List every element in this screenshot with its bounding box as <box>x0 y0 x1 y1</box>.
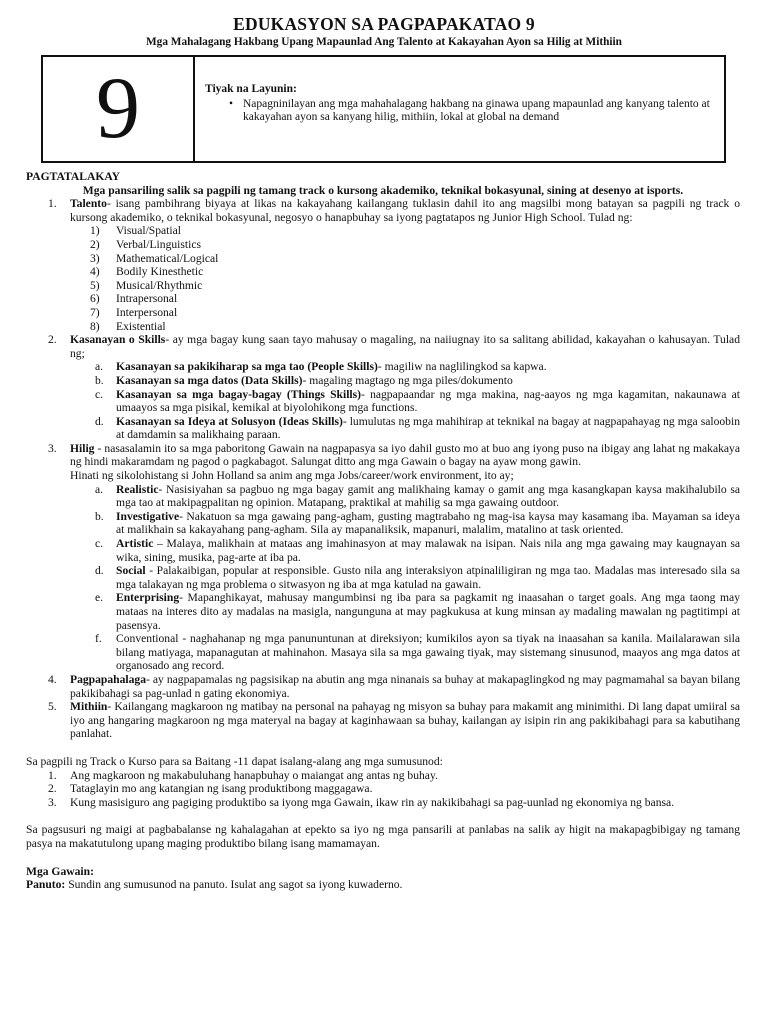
sub-item <box>26 238 740 252</box>
baitang-item <box>26 782 740 796</box>
sub-item <box>26 292 740 306</box>
section-label: PAGTATALAKAY <box>26 170 121 183</box>
sub-text: - Mapanghikayat, mahusay mangumbinsi ng iba para sa pagkamit ng inaasahan o target goals. Ang mga taong may mataas na interes dito ay madalas na masigla, nangunguna at may pagkukusa at kung minsan ay madaling mawalan ng pagtitimpi at pasensya. <box>116 591 740 632</box>
sub-text: - Palakaibigan, popular at responsible. Gusto nila ang interaksiyon atpinaliligiran ng mga tao. Madalas mas interesado sila sa mga talakayan ng mga problema o sitwasyon ng iba at mga katulad na gawain. <box>116 564 740 591</box>
sub-item <box>26 265 740 279</box>
sub-item <box>26 320 740 334</box>
document-title: EDUKASYON SA PAGPAPAKATAO 9 <box>233 14 535 34</box>
sub-item <box>26 224 740 238</box>
sub-number: c. <box>95 537 104 551</box>
sub-number: 6) <box>90 292 100 306</box>
sub-number: 8) <box>90 319 100 333</box>
list-item-hilig <box>26 442 740 469</box>
sub-text: Conventional - naghahanap ng mga panununtunan at direksiyon; kumikilos ayon sa tiyak na inaasahan sa kanila. Mailalarawan sila bilang matiyaga, mapanagutan at mahinahon. Masaya sila sa mga gawaing tiyak, may sistemang sinusunod, maayos ang mga datos at organosado ang record. <box>116 632 740 673</box>
sub-text: - lumulutas ng mga mahihirap at teknikal na bagay at nagpapahayag ng mga saloobin at damdamin sa malikhaing paraan. <box>116 414 740 442</box>
sub-number: 2) <box>90 237 100 251</box>
sub-item <box>26 306 740 320</box>
document-subtitle: Mga Mahalagang Hakbang Upang Mapaunlad Ang Talento at Kakayahan Ayon sa Hilig at Mithiin <box>146 36 622 48</box>
sub-term: Investigative <box>116 509 180 523</box>
summary-paragraph: Sa pagsusuri ng maigi at pagbabalanse ng kahalagahan at epekto sa iyo ng mga pansarili at panlabas na salik ay higit na makapagbibigay ng tamang pasya na makatutulong upang maging produktibo bilang isang mamamayan. <box>26 823 740 850</box>
item-term: Pagpapahalaga <box>70 672 147 686</box>
sub-text: Bodily Kinesthetic <box>116 265 204 279</box>
item-text: Kung masisiguro ang pagiging produktibo sa iyong mga Gawain, ikaw rin ay nakikibahagi sa pag-uunlad ng ekonomiya ng bansa. <box>70 795 675 809</box>
sub-term: Artistic <box>116 537 154 551</box>
sub-item <box>26 510 740 537</box>
sub-term: Enterprising <box>116 591 180 605</box>
sub-number: e. <box>95 591 104 605</box>
item-text: Ang magkaroon ng makabuluhang hanapbuhay o maiangat ang antas ng buhay. <box>70 768 438 782</box>
sub-term: Kasanayan sa pakikiharap sa mga tao (People Skills) <box>116 360 378 374</box>
objective-box <box>41 55 726 163</box>
item-text: - nasasalamin ito sa mga paboritong Gawain na nagpapasya sa iyo dahil gusto mo at buo ang iyong puso na ibigay ang lahat ng makakaya ng hindi makaramdam ng pagod o pagkabagot. Salungat ditto ang mga Gawain o bagay na ayaw mong gawin. <box>70 441 740 469</box>
sub-text: - nagpapaandar ng mga makina, nag-aayos ng mga kagamitan, nakaunawa at umaayos sa mga pisikal, kemikal at biyolohikong mga functions. <box>116 387 740 415</box>
objective-text: Napagninilayan ang mga mahahalagang hakbang na ginawa upang mapaunlad ang kanyang talento at kakayahan ayon sa kanyang hilig, mithiin, lokal at global na demand <box>243 98 710 123</box>
sub-number: 4) <box>90 265 100 279</box>
objective-cell <box>205 83 716 124</box>
bullet-icon: • <box>229 98 234 110</box>
item-number: 3. <box>48 795 57 809</box>
sub-number: c. <box>95 387 104 401</box>
item-text: Tataglayin mo ang katangian ng isang produktibong maggagawa. <box>70 782 373 796</box>
panuto-line <box>26 878 740 892</box>
holland-intro: Hinati ng sikolohistang si John Holland sa anim ang mga Jobs/career/work environment, ito ay; <box>70 469 514 483</box>
sub-term: Realistic <box>116 482 159 496</box>
item-text: - isang pambihrang biyaya at likas na kakayahang kailangang tuklasin dahil ito ang magsilbi mong batayan sa pagpili ng track o kursong akademiko, o teknikal bokasyunal, negosyo o hanapbuhay sa iyong pagtatapos ng Junior High School. Tulad ng: <box>70 197 740 224</box>
sub-text: Mathematical/Logical <box>116 251 219 265</box>
section-heading: Mga pansariling salik sa pagpili ng tamang track o kursong akademiko, teknikal bokasyunal, sining at desenyo at isports. <box>82 183 684 197</box>
item-number: 1. <box>48 197 57 211</box>
sub-text: Visual/Spatial <box>116 224 181 238</box>
sub-number: f. <box>95 632 102 646</box>
sub-item <box>26 360 740 374</box>
item-term: Talento <box>70 197 107 211</box>
item-text: - ay mga bagay kung saan tayo mahusay o magaling, na naiiugnay ito sa salitang abilidad, kakayahan o kahusayan. Tulad ng; <box>70 333 740 360</box>
item-term: Mithiin <box>70 700 108 714</box>
panuto-text: Sundin ang sumusunod na panuto. Isulat ang sagot sa iyong kuwaderno. <box>65 878 403 892</box>
list-item-mithiin <box>26 700 740 741</box>
list-item-kasanayan <box>26 333 740 360</box>
sub-term: Kasanayan sa mga datos (Data Skills) <box>116 373 303 387</box>
item-number: 1. <box>48 768 57 782</box>
sub-text: Verbal/Linguistics <box>116 237 202 251</box>
sub-text: - magaling magtago ng mga piles/dokumento <box>302 373 513 387</box>
sub-item <box>26 388 740 415</box>
sub-number: 7) <box>90 305 100 319</box>
sub-item <box>26 537 740 564</box>
item-term: Kasanayan o Skills <box>70 333 166 347</box>
sub-text: Musical/Rhythmic <box>116 278 203 292</box>
sub-text: Interpersonal <box>116 305 178 319</box>
sub-item <box>26 252 740 266</box>
sub-text: Intrapersonal <box>116 292 178 306</box>
sub-text: Existential <box>116 319 166 333</box>
sub-item <box>26 632 740 673</box>
sub-item <box>26 591 740 632</box>
lesson-number: 9 <box>43 57 195 161</box>
sub-text: - Nakatuon sa mga gawaing pang-agham, gusting magtrabaho ng mag-isa kaysa may kasamang iba. Mayaman sa ideya at malikhain sa kakayahang pang-agham. Sila ay mapanaliksik, mapanuri, malalim, matalino at task oriented. <box>116 509 740 537</box>
baitang-item <box>26 769 740 783</box>
sub-text: - magiliw na naglilingkod sa kapwa. <box>377 360 547 374</box>
sub-item <box>26 374 740 388</box>
sub-item <box>26 483 740 510</box>
item-term: Hilig <box>70 441 95 455</box>
sub-number: a. <box>95 360 104 374</box>
sub-text: – Malaya, malikhain at mataas ang imahinasyon at may malawak na isipan. Nais nila ang mga gawaing may kaugnayan sa wika, sining, musika, pag-arte at iba pa. <box>116 537 740 564</box>
sub-number: 1) <box>90 224 100 238</box>
sub-term: Kasanayan sa Ideya at Solusyon (Ideas Skills) <box>116 414 343 428</box>
sub-item <box>26 415 740 442</box>
sub-item <box>26 279 740 293</box>
objective-heading: Tiyak na Layunin: <box>205 83 297 95</box>
sub-number: 3) <box>90 251 100 265</box>
objective-bullet <box>205 98 716 124</box>
item-text: - ay nagpapamalas ng pagsisikap na abutin ang mga ninanais sa buhay at makapaglingkod ng may pagmamahal sa bayan bilang pakikibahagi sa pag-unlad n gating ekonomiya. <box>70 672 740 700</box>
list-item-talento <box>26 197 740 224</box>
sub-number: d. <box>95 564 104 578</box>
main-content <box>26 170 740 892</box>
sub-number: 5) <box>90 278 100 292</box>
sub-number: b. <box>95 373 104 387</box>
sub-item <box>26 564 740 591</box>
baitang-intro: Sa pagpili ng Track o Kurso para sa Baitang -11 dapat isalang-alang ang mga sumusunod: <box>26 754 443 768</box>
sub-term: Social <box>116 564 146 578</box>
gawain-heading: Mga Gawain: <box>26 864 94 878</box>
item-text: - Kailangang magkaroon ng matibay na personal na pahayag ng misyon sa buhay para makamit ang minimithi. Di lang dapat umiiral sa iyo ang hangaring magkaroon ng mga materyal na bagay at kaginhawaan sa buhay, kailangan ay isipin rin ang pakikibahagi para sa kabutihang panlahat. <box>70 700 740 741</box>
item-number: 2. <box>48 782 57 796</box>
item-number: 3. <box>48 441 57 455</box>
sub-number: d. <box>95 414 104 428</box>
panuto-label: Panuto: <box>26 878 66 892</box>
list-item-pagpapahalaga <box>26 673 740 700</box>
sub-term: Kasanayan sa mga bagay-bagay (Things Skills) <box>116 387 362 401</box>
baitang-item <box>26 796 740 810</box>
sub-number: a. <box>95 482 104 496</box>
item-number: 4. <box>48 672 57 686</box>
sub-number: b. <box>95 509 104 523</box>
item-number: 5. <box>48 700 57 714</box>
sub-text: - Nasisiyahan sa pagbuo ng mga bagay gamit ang malikhaing kamay o gamit ang mga kasangkapan kaysa makihalubilo sa mga tao at makipagpalitan ng opinion. Matapang, praktikal at mahilig sa mga gawaing outdoor. <box>116 482 740 510</box>
item-number: 2. <box>48 333 57 347</box>
